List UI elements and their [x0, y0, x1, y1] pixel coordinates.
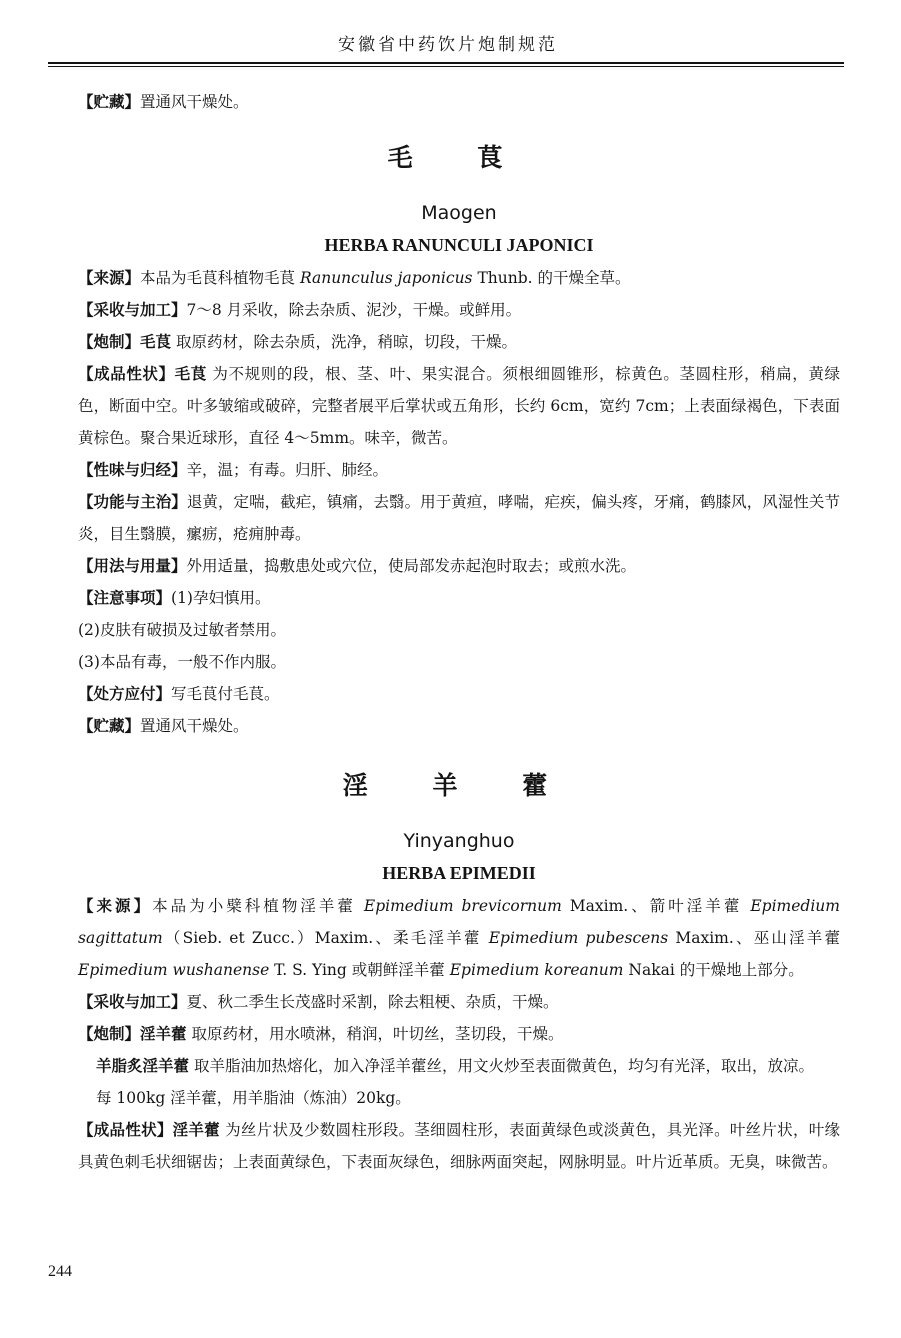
section-label: 【炮制】淫羊藿	[78, 1025, 187, 1043]
nature-para	[78, 454, 840, 486]
text: 置通风干燥处。	[140, 717, 249, 735]
section-label: 【成品性状】毛茛	[78, 365, 207, 383]
section-label: 【成品性状】淫羊藿	[78, 1121, 220, 1139]
running-header: 安徽省中药饮片炮制规范	[338, 35, 558, 55]
page-body	[78, 86, 840, 1178]
section-label: 【采收与加工】	[78, 993, 187, 1011]
section-label: 【采收与加工】	[78, 301, 187, 319]
process-para	[78, 326, 840, 358]
text: 写毛茛付毛茛。	[171, 685, 280, 703]
section-label: 【性味与归经】	[78, 461, 187, 479]
header-rule	[48, 62, 844, 64]
latin-species: Epimedium pubescens	[488, 929, 669, 947]
caution-item: (3)本品有毒，一般不作内服。	[78, 653, 286, 671]
section-label: 【处方应付】	[78, 685, 172, 703]
text: 为丝片状及少数圆柱形段。茎细圆柱形，表面黄绿色或淡黄色，具光泽。叶丝片状，叶缘具黄色刺毛状细锯齿；上表面黄绿色，下表面灰绿色，细脉两面突起，网脉明显。叶片近革质。无臭，味微苦。	[78, 1121, 840, 1171]
caution-para	[78, 582, 840, 614]
text: 本品为毛茛科植物毛茛	[140, 269, 300, 287]
entry-title: 毛 茛	[387, 143, 531, 172]
text: Nakai 的干燥地上部分。	[623, 961, 804, 979]
section-label: 【来源】	[78, 269, 141, 287]
text: 7～8 月采收，除去杂质、泥沙，干燥。或鲜用。	[186, 301, 522, 319]
harvest-para	[78, 986, 840, 1018]
harvest-para	[78, 294, 840, 326]
text: 退黄，定喘，截疟，镇痛，去翳。用于黄疸，哮喘，疟疾，偏头疼，牙痛，鹤膝风，风湿性关节炎，目生翳膜，瘰疬，疮痈肿毒。	[78, 493, 840, 543]
entry-pinyin: Maogen	[421, 202, 497, 224]
latin-species: Epimedium brevicornum	[363, 897, 562, 915]
text: 本品为小檗科植物淫羊藿	[152, 897, 364, 915]
section-label: 【功能与主治】	[78, 493, 187, 511]
storage-para	[78, 710, 840, 742]
text: 辛，温；有毒。归肝、肺经。	[186, 461, 389, 479]
latin-species: Epimedium wushanense	[78, 961, 270, 979]
character-para	[78, 1114, 840, 1178]
section-text: 置通风干燥处。	[140, 93, 249, 111]
text: Maxim.、箭叶淫羊藿	[561, 897, 751, 915]
section-label: 【贮藏】	[78, 717, 141, 735]
section-label: 【来源】	[78, 897, 153, 915]
latin-species: Ranunculus japonicus	[299, 269, 473, 287]
prev-storage	[78, 86, 840, 118]
latin-species: Epimedium koreanum	[449, 961, 624, 979]
caution-item: (2)皮肤有破损及过敏者禁用。	[78, 621, 286, 639]
source-para	[78, 262, 840, 294]
usage-para	[78, 550, 840, 582]
source-para	[78, 890, 840, 986]
text: 为不规则的段，根、茎、叶、果实混合。须根细圆锥形，棕黄色。茎圆柱形，稍扁，黄绿色，断面中空。叶多皱缩或破碎，完整者展平后掌状或五角形，长约 6cm，宽约 7cm；上表面绿褐色，下表面黄棕色。聚合果近球形，直径 4～5mm。味辛，微苦。	[78, 365, 840, 447]
text: Maxim.、巫山淫羊藿	[668, 929, 840, 947]
section-label: 羊脂炙淫羊藿	[96, 1057, 190, 1075]
section-label: 【注意事项】	[78, 589, 172, 607]
text: T. S. Ying 或朝鲜淫羊藿	[269, 961, 450, 979]
text: （Sieb. et Zucc.）Maxim.、柔毛淫羊藿	[162, 929, 489, 947]
entry-title: 淫 羊 藿	[342, 771, 576, 800]
section-label: 【贮藏】	[78, 93, 141, 111]
character-para	[78, 358, 840, 454]
suet-process-para	[78, 1050, 840, 1082]
text: Thunb. 的干燥全草。	[472, 269, 631, 287]
section-label: 【炮制】毛茛	[78, 333, 172, 351]
ratio-para: 每 100kg 淫羊藿，用羊脂油（炼油）20kg。	[96, 1089, 411, 1107]
process-para	[78, 1018, 840, 1050]
text: (1)孕妇慎用。	[171, 589, 271, 607]
entry-pinyin: Yinyanghuo	[403, 830, 515, 852]
text: 取原药材，除去杂质，洗净，稍晾，切段，干燥。	[171, 333, 517, 351]
text: 取原药材，用水喷淋，稍润，叶切丝，茎切段，干燥。	[186, 1025, 564, 1043]
entry-latin-name: HERBA RANUNCULI JAPONICI	[324, 235, 594, 255]
text: 取羊脂油加热熔化，加入净淫羊藿丝，用文火炒至表面微黄色，均匀有光泽，取出，放凉。	[189, 1057, 814, 1075]
latin-species: Epimedium sagittatum	[78, 897, 840, 947]
entry-latin-name: HERBA EPIMEDII	[382, 863, 536, 883]
page-number: 244	[48, 1263, 72, 1280]
text: 外用适量，捣敷患处或穴位，使局部发赤起泡时取去；或煎水洗。	[186, 557, 637, 575]
prescription-para	[78, 678, 840, 710]
function-para	[78, 486, 840, 550]
section-label: 【用法与用量】	[78, 557, 187, 575]
header-rule-thin	[48, 66, 844, 67]
text: 夏、秋二季生长茂盛时采割，除去粗梗、杂质，干燥。	[186, 993, 559, 1011]
